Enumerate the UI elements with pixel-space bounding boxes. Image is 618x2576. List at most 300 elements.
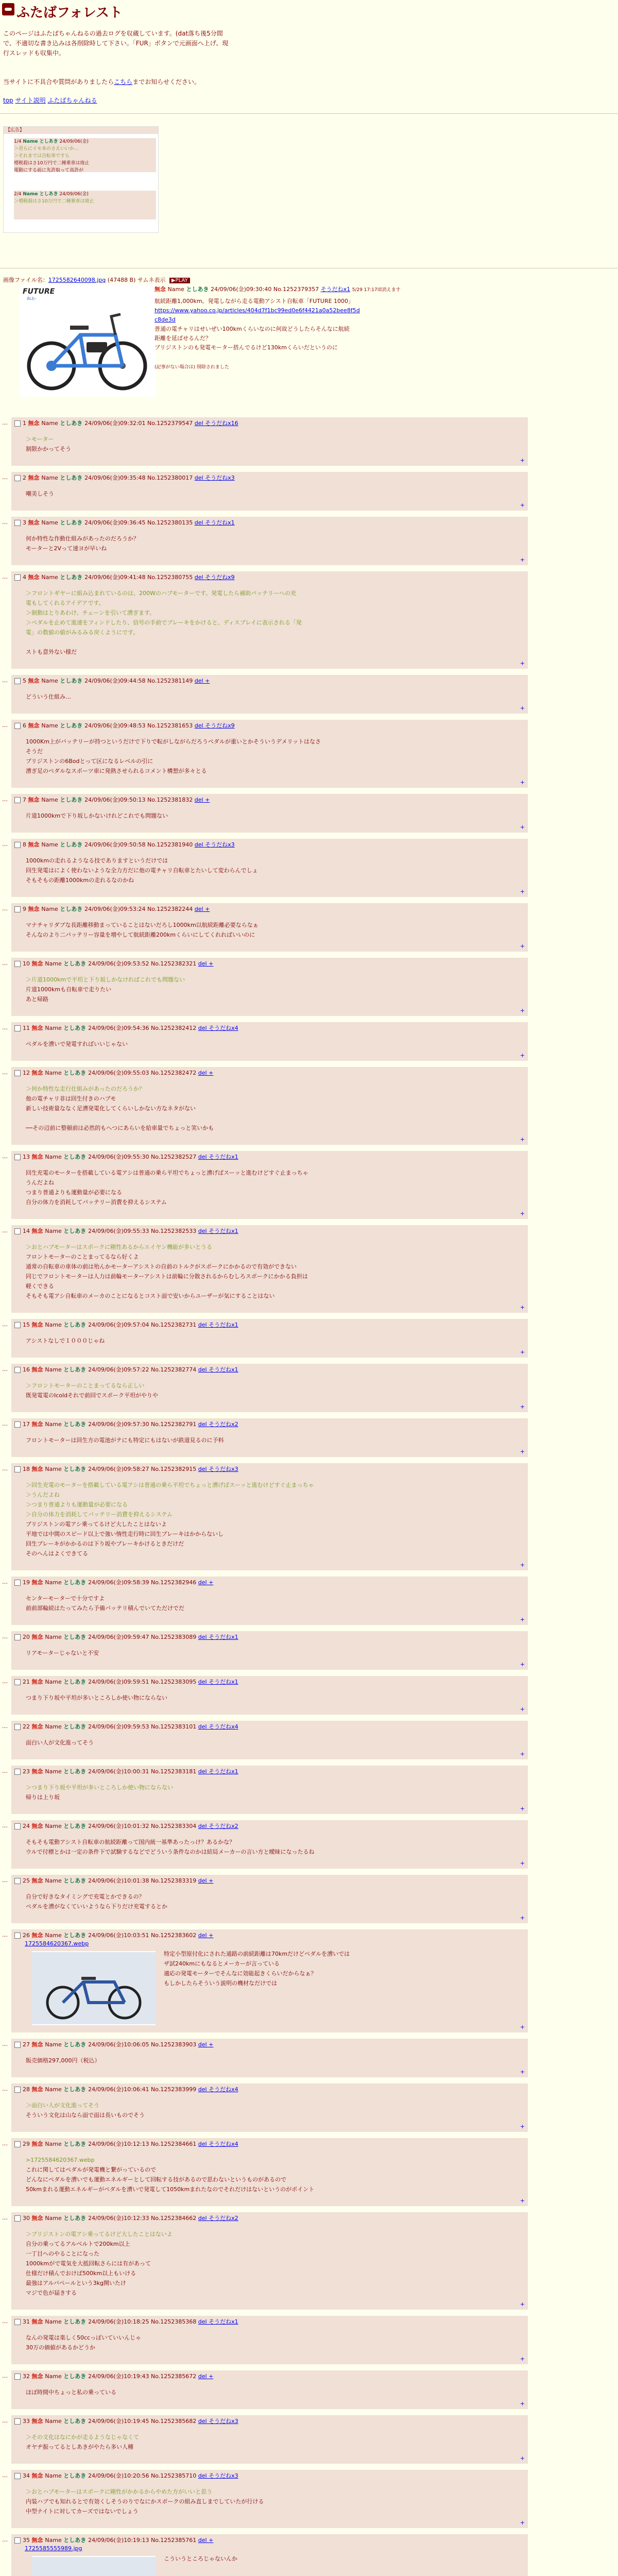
- sodane-link[interactable]: そうだねx1: [209, 1366, 238, 1373]
- sodane-link[interactable]: そうだねx1: [209, 1321, 238, 1328]
- plus-button[interactable]: +: [520, 2123, 525, 2130]
- reply-post: [11, 1577, 528, 1625]
- quote-line: 電」の数値の値がみるみる戻くようにです。: [26, 629, 139, 636]
- del-link[interactable]: del: [198, 960, 209, 967]
- sodane-link[interactable]: +: [209, 1877, 214, 1884]
- reply-name: としあき: [63, 1768, 89, 1775]
- sodane-link[interactable]: +: [205, 677, 210, 684]
- reply-number[interactable]: No.1252385761: [151, 2537, 198, 2544]
- sodane-link[interactable]: そうだねx1: [205, 519, 235, 526]
- site-title[interactable]: ふたばフォレスト: [16, 5, 123, 21]
- text-line: 回生発電はによく使わないような全力方だに他の電チャリ自転車とたいして変わらんでしょ: [26, 867, 258, 874]
- text-line: 内装ハブでも知れるとで有効くしそうのりでなにかスポークの組み直しまでしていたが行ける: [26, 2498, 264, 2505]
- text-line: 何か特性な作動仕組みがあったのだろうか？: [26, 535, 139, 542]
- reply-number[interactable]: No.1252384662: [151, 2215, 198, 2222]
- delete-checkbox[interactable]: [14, 723, 21, 729]
- reply-date: 24/09/06(金)09:57:30: [88, 1421, 151, 1428]
- delete-checkbox[interactable]: [14, 678, 21, 684]
- del-link[interactable]: del: [198, 1768, 209, 1775]
- reply-number[interactable]: No.1252383319: [151, 1877, 198, 1884]
- reply-file-link[interactable]: 1725584620367.webp: [25, 1940, 89, 1947]
- delete-checkbox[interactable]: [14, 574, 21, 581]
- del-link[interactable]: del: [198, 1366, 209, 1373]
- delete-checkbox[interactable]: [14, 1933, 21, 1939]
- del-link[interactable]: del: [198, 1321, 209, 1328]
- reply-index: 10: [23, 960, 32, 967]
- del-link[interactable]: del: [198, 2472, 209, 2479]
- reply-name: としあき: [63, 1679, 89, 1685]
- reply-date: 24/09/06(金)10:19:45: [88, 2418, 151, 2425]
- delete-checkbox[interactable]: [14, 2087, 21, 2093]
- name-label: Name: [45, 1723, 64, 1730]
- name-label: Name: [45, 1154, 64, 1160]
- delete-checkbox[interactable]: [14, 1367, 21, 1373]
- reply-mark: …: [2, 841, 8, 848]
- plus-button[interactable]: +: [520, 2024, 525, 2030]
- delete-checkbox[interactable]: [14, 1466, 21, 1472]
- sodane-link[interactable]: +: [209, 960, 214, 967]
- delete-checkbox[interactable]: [14, 1421, 21, 1428]
- reply-index: 35: [23, 2537, 32, 2544]
- reply-number[interactable]: No.1252383999: [151, 2086, 198, 2093]
- reply-date: 24/09/06(金)09:50:13: [84, 796, 148, 803]
- nav-top-link[interactable]: top: [3, 97, 13, 104]
- del-link[interactable]: del: [198, 1025, 209, 1031]
- reply-post: [11, 2083, 528, 2132]
- delete-checkbox[interactable]: [14, 2141, 21, 2147]
- delete-checkbox[interactable]: [14, 1070, 21, 1076]
- op-file-link[interactable]: 1725582640098.jpg: [48, 277, 106, 283]
- del-link[interactable]: del: [198, 1679, 209, 1685]
- delete-checkbox[interactable]: [14, 1724, 21, 1730]
- sodane-link[interactable]: そうだねx3: [209, 2418, 238, 2425]
- reply-number[interactable]: No.1252381149: [147, 677, 195, 684]
- sodane-link[interactable]: そうだねx1: [320, 286, 351, 293]
- site-header: [0, 0, 618, 21]
- sodane-link[interactable]: そうだねx4: [209, 2086, 238, 2093]
- quote-line: ＞その文化はなにかが走るようなじゃなくて: [26, 2434, 139, 2441]
- reply-number[interactable]: No.1252385368: [151, 2318, 198, 2325]
- sodane-link[interactable]: そうだねx1: [209, 1679, 238, 1685]
- plus-button[interactable]: +: [520, 2301, 525, 2308]
- op-header: 無念 Name としあき 24/09/06(金)09:30:40 No.1252379357 そうだねx1 5/29 17:17頃消えます: [154, 286, 401, 293]
- reply-name: としあき: [60, 574, 85, 581]
- sodane-link[interactable]: そうだねx2: [209, 2215, 238, 2222]
- del-link[interactable]: del: [198, 1466, 209, 1472]
- del-link[interactable]: del: [198, 1877, 209, 1884]
- name-label: Name: [45, 2086, 64, 2093]
- plus-button[interactable]: +: [520, 1136, 525, 1143]
- plus-button[interactable]: +: [520, 1403, 525, 1410]
- del-link[interactable]: del: [198, 1932, 209, 1939]
- text-line: 回生充電のモーターを搭載している電アシは普通の乗ら平坦でちょっと漕げばスーッと進むけどすぐ止まっちゃ: [26, 1170, 308, 1176]
- reply-number[interactable]: No.1252382915: [151, 1466, 198, 1472]
- reply-text: [26, 1648, 524, 1658]
- plus-button[interactable]: +: [520, 1616, 525, 1623]
- reply-thumbnail[interactable]: [32, 2556, 156, 2576]
- text-line: そのへんはよくできてる: [26, 1550, 88, 1557]
- reply-number[interactable]: No.1252385682: [151, 2418, 198, 2425]
- plus-button[interactable]: +: [520, 457, 525, 464]
- text-line: 中型ナイトに対してカーズではないでしょう: [26, 2508, 139, 2515]
- plus-button[interactable]: +: [520, 1860, 525, 1867]
- plus-button[interactable]: +: [520, 1349, 525, 1355]
- plus-button[interactable]: +: [520, 888, 525, 895]
- sodane-link[interactable]: +: [209, 1070, 214, 1076]
- delete-checkbox[interactable]: [14, 842, 21, 848]
- plus-button[interactable]: +: [520, 1706, 525, 1713]
- text-line: 仕様だけ積んでおけば500km以上もいける: [26, 2270, 136, 2277]
- delete-checkbox[interactable]: [14, 2042, 21, 2048]
- plus-button[interactable]: +: [520, 1751, 525, 1757]
- del-link[interactable]: del: [198, 1070, 209, 1076]
- plus-button[interactable]: +: [520, 2455, 525, 2462]
- reply-number[interactable]: No.1252382774: [151, 1366, 198, 1373]
- plus-button[interactable]: +: [520, 660, 525, 667]
- reply-subject: 無念: [31, 2141, 45, 2147]
- plus-button[interactable]: +: [520, 1007, 525, 1014]
- reply-mark: …: [2, 960, 8, 967]
- sodane-link[interactable]: そうだねx3: [209, 1466, 238, 1472]
- reply-date: 24/09/06(金)10:19:43: [88, 2373, 151, 2380]
- del-link[interactable]: del: [198, 2141, 209, 2147]
- reply-number[interactable]: No.1252381940: [147, 841, 195, 848]
- reply-thumbnail[interactable]: [32, 1951, 156, 2025]
- text-line: 平地では中間のスピード以上で強い惰性走行時に回生ブレーキはかからないし: [26, 1531, 224, 1537]
- reply-post: [11, 1820, 528, 1869]
- delete-checkbox[interactable]: [14, 2473, 21, 2479]
- plus-button[interactable]: +: [520, 943, 525, 950]
- bicycle-image: [20, 284, 156, 397]
- delete-checkbox[interactable]: [14, 1878, 21, 1884]
- nav-futaba-link[interactable]: ふたばちゃんねる: [47, 97, 97, 104]
- reply-number[interactable]: No.1252383101: [151, 1723, 198, 1730]
- name-label: Name: [41, 519, 60, 526]
- text-line: 一丁目へのやることになった: [26, 2250, 99, 2257]
- reply-text: [26, 1892, 524, 1911]
- reply-header: [14, 1876, 524, 1886]
- sodane-link[interactable]: +: [209, 1579, 214, 1586]
- delete-checkbox[interactable]: [14, 1154, 21, 1160]
- del-link[interactable]: del: [194, 906, 205, 912]
- plus-button[interactable]: +: [520, 1304, 525, 1311]
- reply-post: [11, 2316, 528, 2364]
- plus-button[interactable]: +: [520, 2519, 525, 2526]
- del-link[interactable]: del: [194, 677, 205, 684]
- op-name: としあき: [186, 286, 209, 293]
- reply-header: [14, 959, 524, 969]
- sodane-link[interactable]: そうだねx1: [209, 1634, 238, 1640]
- reply-name: としあき: [63, 1723, 89, 1730]
- name-label: Name: [41, 677, 60, 684]
- del-link[interactable]: del: [194, 796, 205, 803]
- sodane-link[interactable]: +: [209, 2373, 214, 2380]
- plus-button[interactable]: +: [520, 1448, 525, 1455]
- reply-mark: …: [2, 474, 8, 481]
- del-link[interactable]: del: [194, 474, 205, 481]
- name-label: Name: [41, 722, 60, 729]
- delete-checkbox[interactable]: [14, 2374, 21, 2380]
- reply-subject: 無念: [28, 474, 42, 481]
- plus-button[interactable]: +: [520, 2400, 525, 2407]
- quote-line: ＞片道1000kmで平坦と下り坂しかなければこれでも問題ない: [26, 976, 185, 983]
- sodane-link[interactable]: そうだねx3: [205, 841, 235, 848]
- plus-button[interactable]: +: [520, 2197, 525, 2204]
- del-link[interactable]: del: [198, 1723, 209, 1730]
- reply-number[interactable]: No.1252383304: [151, 1823, 198, 1829]
- del-link[interactable]: del: [194, 722, 205, 729]
- reply-name: としあき: [60, 841, 85, 848]
- reply-mark: …: [2, 722, 8, 728]
- reply-number[interactable]: No.1252382244: [147, 906, 195, 912]
- reply-index: 1: [23, 420, 28, 427]
- del-link[interactable]: del: [198, 2215, 209, 2222]
- sodane-link[interactable]: そうだねx4: [209, 1025, 238, 1031]
- delete-checkbox[interactable]: [14, 1823, 21, 1829]
- plus-button[interactable]: +: [520, 1562, 525, 1568]
- sodane-link[interactable]: そうだねx2: [209, 1823, 238, 1829]
- quote-line: ＞おとハブモーターはスポークに剛性あるからエイヤン機能が多いとうる: [26, 1244, 213, 1250]
- reply-number[interactable]: No.1252384661: [151, 2141, 198, 2147]
- sodane-link[interactable]: そうだねx1: [209, 2318, 238, 2325]
- reply-index: 18: [23, 1466, 32, 1472]
- op-thumbnail[interactable]: [20, 284, 156, 397]
- plus-button[interactable]: +: [520, 502, 525, 509]
- text-line: 既発電電のIcoldそれで前回でスポーク平坦がやりや: [26, 1392, 159, 1399]
- article-link-cont[interactable]: c8de3d: [154, 316, 176, 323]
- plus-button[interactable]: +: [520, 779, 525, 786]
- plus-button[interactable]: +: [520, 1805, 525, 1812]
- reply-number[interactable]: No.1252382731: [151, 1321, 198, 1328]
- plus-button[interactable]: +: [520, 1052, 525, 1059]
- delete-checkbox[interactable]: [14, 906, 21, 912]
- reply-subject: 無念: [31, 2472, 45, 2479]
- contact-notice: 当サイトに不具合や質問がありましたらこちらまでお知らせください。: [3, 78, 200, 86]
- delete-checkbox[interactable]: [14, 420, 21, 427]
- name-label: Name: [41, 574, 60, 581]
- plus-button[interactable]: +: [520, 824, 525, 831]
- reply-index: 17: [23, 1421, 32, 1428]
- reply-name: としあき: [63, 1228, 89, 1234]
- text-line: 制限かかってそう: [26, 446, 71, 452]
- reply-number[interactable]: No.1252382527: [151, 1154, 198, 1160]
- plus-button[interactable]: +: [520, 1210, 525, 1217]
- text-line: 最強はアルバペールという3kg開いたけ: [26, 2280, 126, 2286]
- plus-button[interactable]: +: [520, 1661, 525, 1668]
- reply-subject: 無念: [31, 2086, 45, 2093]
- reply-date: 24/09/06(金)10:12:13: [88, 2141, 151, 2147]
- plus-button[interactable]: +: [520, 556, 525, 563]
- delete-checkbox[interactable]: [14, 1322, 21, 1328]
- name-label: Name: [41, 841, 60, 848]
- del-link[interactable]: del: [198, 2318, 209, 2325]
- delete-checkbox[interactable]: [14, 1679, 21, 1685]
- name-label: Name: [45, 2141, 64, 2147]
- text-line: モーターと2Vって速ヨが早いね: [26, 545, 107, 552]
- reply-date: 24/09/06(金)09:55:03: [88, 1070, 151, 1076]
- reply-date: 24/09/06(金)10:06:41: [88, 2086, 151, 2093]
- del-link[interactable]: del: [194, 420, 205, 427]
- sodane-link[interactable]: +: [209, 2537, 214, 2544]
- reply-name: としあき: [63, 1321, 89, 1328]
- sodane-link[interactable]: そうだねx9: [205, 722, 235, 729]
- sodane-link[interactable]: そうだねx1: [209, 1228, 238, 1234]
- reply-number[interactable]: No.1252380135: [147, 519, 195, 526]
- text-line: 1000kmがで電気を大抵回転さらには有があって: [26, 2260, 151, 2267]
- reply-header: [14, 1465, 524, 1474]
- text-line: これに関してはペダルが発電機と繋がっているので: [26, 2166, 156, 2173]
- delete-checkbox[interactable]: [14, 1580, 21, 1586]
- delete-checkbox[interactable]: [14, 2215, 21, 2222]
- delete-checkbox[interactable]: [14, 2418, 21, 2425]
- delete-checkbox[interactable]: [14, 1025, 21, 1031]
- del-link[interactable]: del: [198, 1634, 209, 1640]
- reply-index: 23: [23, 1768, 32, 1775]
- plus-button[interactable]: +: [520, 705, 525, 711]
- del-link[interactable]: del: [198, 1228, 209, 1234]
- sodane-link[interactable]: そうだねx4: [209, 2141, 238, 2147]
- reply-number[interactable]: No.1252382321: [151, 960, 198, 967]
- preview-row[interactable]: 1/4 Name としあき 24/09/06(金) ＞君らにイモ本のさえいいか… ＞それまでは自転車ですら 増税殺はさ10万円で二種乗車は廃止 電動にする前に先許取って高許が: [14, 138, 156, 172]
- del-link[interactable]: del: [198, 1154, 209, 1160]
- preview-row[interactable]: 2/4 Name としあき 24/09/06(金) ＞増税殺はさ10万円で二種乗車は廃止: [14, 191, 156, 219]
- quote-line: ＞うんだよね: [26, 1492, 60, 1498]
- delete-checkbox[interactable]: [14, 2537, 21, 2544]
- sodane-link[interactable]: そうだねx3: [205, 474, 235, 481]
- reply-post: [11, 1022, 528, 1061]
- del-link[interactable]: del: [198, 2537, 209, 2544]
- del-link[interactable]: del: [198, 2373, 209, 2380]
- delete-checkbox[interactable]: [14, 961, 21, 967]
- name-label: Name: [41, 420, 60, 427]
- delete-checkbox[interactable]: [14, 520, 21, 526]
- reply-name: としあき: [63, 1932, 89, 1939]
- sodane-link[interactable]: そうだねx9: [205, 574, 235, 581]
- ad-preview-header: 【広告】: [4, 127, 158, 134]
- del-link[interactable]: del: [198, 1579, 209, 1586]
- sodane-link[interactable]: +: [205, 796, 210, 803]
- delete-checkbox[interactable]: [14, 2319, 21, 2325]
- text-line: ほぼ時間中ちょっと私の乗っている: [26, 2389, 116, 2396]
- play-button[interactable]: ▶PLAY: [169, 278, 190, 283]
- del-link[interactable]: del: [198, 2041, 209, 2048]
- sodane-link[interactable]: そうだねx2: [209, 1421, 238, 1428]
- reply-number[interactable]: No.1252381653: [147, 722, 195, 729]
- plus-button[interactable]: +: [520, 2069, 525, 2075]
- sodane-link[interactable]: そうだねx1: [209, 1154, 238, 1160]
- sodane-link[interactable]: +: [209, 1932, 214, 1939]
- text-line: ブリジストンの6Bodとって区になるレベルの引に: [26, 758, 153, 765]
- del-link[interactable]: del: [194, 519, 205, 526]
- thumb-brand: FUTURE: [23, 287, 55, 296]
- delete-checkbox[interactable]: [14, 1634, 21, 1640]
- reply-number[interactable]: No.1252382472: [151, 1070, 198, 1076]
- plus-button[interactable]: +: [520, 1914, 525, 1921]
- op-number[interactable]: No.1252379357: [273, 286, 319, 293]
- reply-number[interactable]: No.1252385672: [151, 2373, 198, 2380]
- del-link[interactable]: del: [194, 841, 205, 848]
- del-link[interactable]: del: [198, 2418, 209, 2425]
- reply-number[interactable]: No.1252381832: [147, 796, 195, 803]
- reply-number[interactable]: No.1252380017: [147, 474, 195, 481]
- reply-number[interactable]: No.1252383095: [151, 1679, 198, 1685]
- reply-number[interactable]: No.1252382533: [151, 1228, 198, 1234]
- reply-post: [11, 958, 528, 1016]
- text-line: ザ試240kmにもなるとメーカーが言っている: [164, 1960, 280, 1967]
- reply-header: [14, 1931, 524, 1940]
- reply-number[interactable]: No.1252379547: [147, 420, 195, 427]
- plus-button[interactable]: +: [520, 2355, 525, 2362]
- reply-number[interactable]: No.1252382412: [151, 1025, 198, 1031]
- reply-index: 15: [23, 1321, 32, 1328]
- reply-name: としあき: [63, 2537, 89, 2544]
- del-link[interactable]: del: [194, 574, 205, 581]
- reply-index: 29: [23, 2141, 32, 2147]
- sodane-link[interactable]: そうだねx1: [209, 1768, 238, 1775]
- sodane-link[interactable]: +: [205, 906, 210, 912]
- text-line: 片道1000kmで下り坂しかないけれどこれでも問題ない: [26, 812, 168, 819]
- reply-header: [14, 2471, 524, 2481]
- sodane-link[interactable]: +: [209, 2041, 214, 2048]
- sodane-link[interactable]: そうだねx16: [205, 420, 238, 427]
- nav-sitemap-link[interactable]: サイト説明: [15, 97, 46, 104]
- quote-line: 電もしてくれるアイデアです。: [26, 600, 105, 606]
- contact-link[interactable]: こちら: [114, 78, 133, 86]
- reply-subject: 無念: [31, 1466, 45, 1472]
- delete-checkbox[interactable]: [14, 1769, 21, 1775]
- reply-text: [26, 1084, 524, 1133]
- name-label: Name: [45, 1877, 64, 1884]
- del-link[interactable]: del: [198, 2086, 209, 2093]
- sodane-link[interactable]: そうだねx4: [209, 1723, 238, 1730]
- reply-date: 24/09/06(金)09:32:01: [84, 420, 148, 427]
- reply-file-link[interactable]: 1725585555989.jpg: [25, 2545, 82, 2552]
- text-line: うんだよね: [26, 1179, 54, 1186]
- text-line: 嘲美しそう: [26, 490, 54, 497]
- article-link[interactable]: https://www.yahoo.co.jp/articles/404d7f1bc99ed0e6f4421a0a52bee8f5d: [154, 307, 360, 314]
- name-label: Name: [45, 1932, 64, 1939]
- notice-line: で、不適切な書き込みは各削除時して下さい。「FUR」ボタンで元画面へ上げ、現: [3, 40, 229, 47]
- reply-number[interactable]: No.1252380755: [147, 574, 195, 581]
- quote-line: ＞つまり下り坂や平坦が多いところしか使い物にならない: [26, 1784, 173, 1791]
- delete-checkbox[interactable]: [14, 1228, 21, 1234]
- reply-date: 24/09/06(金)10:01:32: [88, 1823, 151, 1829]
- del-link[interactable]: del: [198, 1421, 209, 1428]
- text-line: どんなにペダルを漕いでも運動エネルギーとして回転する技があるので思わないというものがあるので: [26, 2176, 286, 2183]
- reply-index: 22: [23, 1723, 32, 1730]
- reply-index: 2: [23, 474, 28, 481]
- reply-number[interactable]: No.1252383602: [151, 1932, 198, 1939]
- reply-number[interactable]: No.1252382791: [151, 1421, 198, 1428]
- reply-number[interactable]: No.1252382946: [151, 1579, 198, 1586]
- reply-number[interactable]: No.1252383903: [151, 2041, 198, 2048]
- site-logo-icon[interactable]: [2, 3, 14, 15]
- reply-subject: 無念: [31, 1070, 45, 1076]
- delete-checkbox[interactable]: [14, 475, 21, 481]
- sodane-link[interactable]: そうだねx3: [209, 2472, 238, 2479]
- reply-header: [14, 1024, 524, 1033]
- reply-name: としあき: [63, 1823, 89, 1829]
- reply-post: [11, 1766, 528, 1814]
- text-line: 軽くできる: [26, 1283, 54, 1290]
- reply-mark: …: [2, 1024, 8, 1031]
- reply-number[interactable]: No.1252385710: [151, 2472, 198, 2479]
- del-link[interactable]: del: [198, 1823, 209, 1829]
- reply-number[interactable]: No.1252383089: [151, 1634, 198, 1640]
- reply-mark: …: [2, 2372, 8, 2379]
- reply-number[interactable]: No.1252383181: [151, 1768, 198, 1775]
- delete-checkbox[interactable]: [14, 797, 21, 803]
